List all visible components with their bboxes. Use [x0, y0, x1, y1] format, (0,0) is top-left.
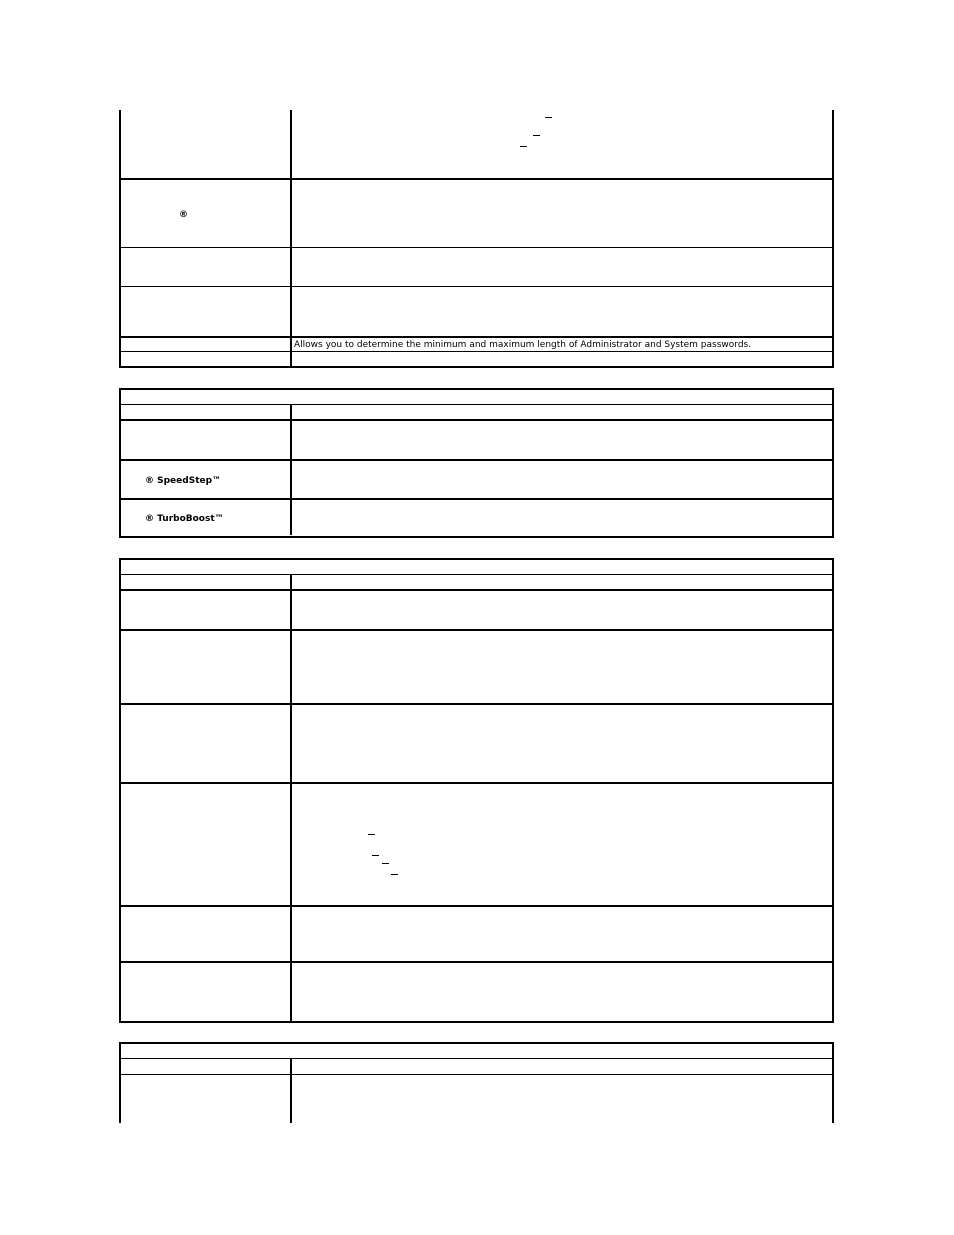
setting-desc-cell [292, 1075, 832, 1123]
column-header-description [292, 405, 832, 419]
table-row [121, 591, 832, 629]
column-header-description [292, 1059, 832, 1074]
setting-name-cell [121, 461, 292, 498]
setting-name-cell [121, 1075, 292, 1123]
setting-desc-cell [292, 631, 832, 703]
setting-name-cell [121, 591, 292, 629]
setting-desc-cell [292, 500, 832, 535]
column-header-option [121, 575, 292, 589]
table-row [121, 247, 832, 286]
setting-name-cell [121, 500, 292, 535]
dash-mark [520, 146, 527, 147]
dash-mark [391, 874, 398, 875]
setting-desc-cell [292, 907, 832, 961]
setting-desc-cell [292, 352, 832, 366]
table-row [121, 110, 832, 178]
power-management-table [119, 558, 834, 1023]
table-row [121, 703, 832, 782]
table-row [121, 421, 832, 459]
table-title-row [121, 560, 832, 575]
table-row [121, 1075, 832, 1123]
dash-mark [545, 117, 552, 118]
password-length-desc: Allows you to determine the minimum and maximum length of Administrator and System passwords. [294, 340, 752, 350]
column-header-description [292, 575, 832, 589]
table-row [121, 782, 832, 905]
column-header-option [121, 1059, 292, 1074]
table-row [121, 629, 832, 703]
table-title-row [121, 1044, 832, 1059]
setting-name-cell [121, 907, 292, 961]
security-settings-table [119, 110, 834, 368]
setting-name-cell [121, 421, 292, 459]
speedstep-label: ® SpeedStep™ [145, 476, 222, 486]
setting-name-cell [121, 287, 292, 336]
dash-mark [533, 135, 540, 136]
setting-name-cell [121, 248, 292, 286]
setting-name-cell [121, 110, 292, 178]
setting-name-cell [121, 180, 292, 247]
setting-desc-cell [292, 287, 832, 336]
performance-settings-table [119, 388, 834, 538]
setting-desc-cell [292, 248, 832, 286]
table-row [121, 905, 832, 961]
dash-mark [372, 855, 379, 856]
setting-name-cell [121, 963, 292, 1022]
setting-name-cell [121, 705, 292, 782]
column-header-row [121, 575, 832, 591]
turboboost-label: ® TurboBoost™ [145, 514, 224, 524]
table-row [121, 178, 832, 247]
post-behavior-table [119, 1042, 834, 1123]
table-row [121, 459, 832, 498]
table-row [121, 498, 832, 535]
setting-name-cell [121, 338, 292, 351]
table-row [121, 961, 832, 1022]
table-title-row [121, 390, 832, 405]
dash-mark [382, 863, 389, 864]
dash-mark [368, 834, 375, 835]
setting-desc-cell [292, 963, 832, 1022]
setting-desc-cell [292, 784, 832, 905]
column-header-option [121, 405, 292, 419]
setting-desc-cell [292, 705, 832, 782]
table-row [121, 286, 832, 336]
column-header-row [121, 1059, 832, 1075]
table-row [121, 336, 832, 351]
registered-mark: ® [179, 210, 188, 220]
setting-desc-cell [292, 421, 832, 459]
setting-name-cell [121, 784, 292, 905]
column-header-row [121, 405, 832, 421]
setting-desc-cell [292, 461, 832, 498]
setting-desc-cell [292, 591, 832, 629]
setting-desc-cell [292, 180, 832, 247]
table-row [121, 351, 832, 366]
setting-desc-cell [292, 110, 832, 178]
setting-name-cell [121, 352, 292, 366]
setting-name-cell [121, 631, 292, 703]
